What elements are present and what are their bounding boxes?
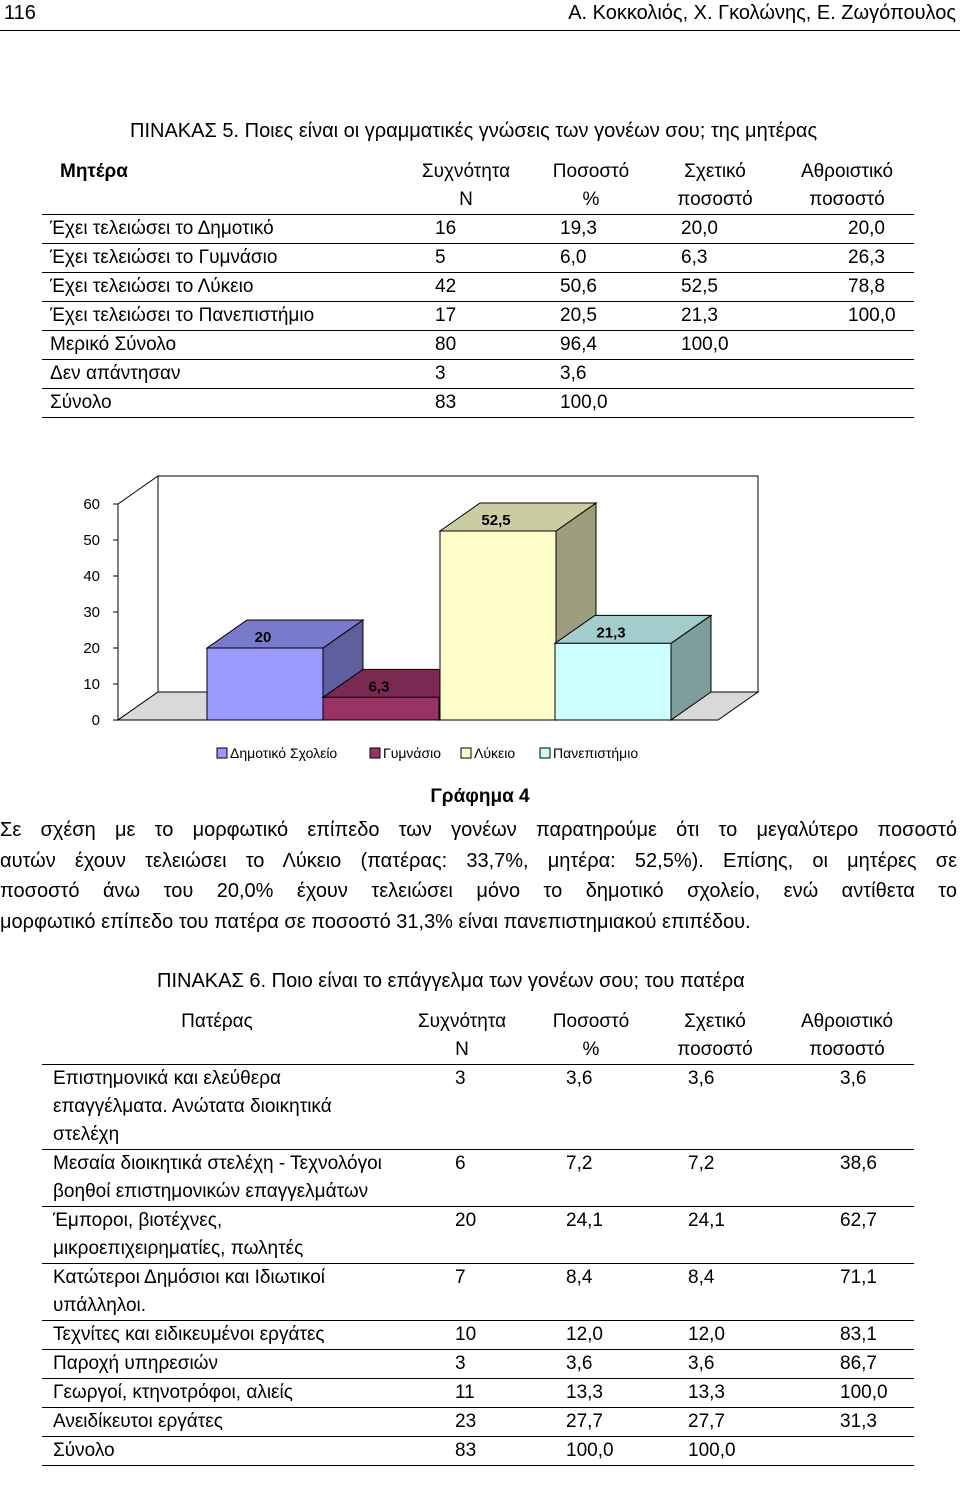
table-row	[42, 389, 914, 418]
chart-side-wall	[118, 476, 158, 720]
cell-pct: 12,0	[532, 1321, 650, 1350]
table5-header-cum: Αθροιστικό ποσοστό	[780, 158, 914, 215]
cell-freq: 83	[400, 389, 532, 418]
cell-cum: 31,3	[780, 1408, 914, 1437]
cell-cum	[780, 331, 914, 360]
cell-rel: 20,0	[650, 215, 780, 244]
cell-freq: 80	[400, 331, 532, 360]
cell-pct: 19,3	[532, 215, 650, 244]
table-row	[42, 1321, 914, 1350]
cell-pct: 100,0	[532, 1437, 650, 1466]
y-tick-label: 0	[91, 712, 100, 729]
cell-freq: 23	[392, 1408, 532, 1437]
row-label: Σύνολο	[42, 389, 400, 418]
y-tick-label: 10	[83, 676, 100, 693]
row-label: Τεχνίτες και ειδικευμένοι εργάτες	[42, 1321, 392, 1350]
paragraph-line: Σε σχέση με το μορφωτικό επίπεδο των γονέων παρατηρούμε ότι το μεγαλύτερο ποσοστό	[0, 819, 957, 841]
cell-freq: 3	[392, 1065, 532, 1150]
legend-swatch	[217, 748, 227, 758]
cell-freq: 20	[392, 1207, 532, 1264]
cell-pct: 50,6	[532, 273, 650, 302]
body-paragraph	[0, 815, 957, 937]
table5-header-rel: Σχετικό ποσοστό	[650, 158, 780, 215]
row-label: Γεωργοί, κτηνοτρόφοι, αλιείς	[42, 1379, 392, 1408]
table-row	[42, 1350, 914, 1379]
cell-freq: 3	[392, 1350, 532, 1379]
cell-cum	[780, 1437, 914, 1466]
table-row	[42, 1207, 914, 1264]
cell-rel: 24,1	[650, 1207, 780, 1264]
bar-value-label: 52,5	[481, 512, 511, 529]
table-row	[42, 1264, 914, 1321]
table-row	[42, 273, 914, 302]
cell-pct: 3,6	[532, 360, 650, 389]
row-label: Σύνολο	[42, 1437, 392, 1466]
table6-header-label: Πατέρας	[42, 1008, 392, 1065]
row-label: Παροχή υπηρεσιών	[42, 1350, 392, 1379]
cell-freq: 42	[400, 273, 532, 302]
cell-pct: 3,6	[532, 1350, 650, 1379]
cell-rel	[650, 360, 780, 389]
table5-header-freq: Συχνότητα N	[400, 158, 532, 215]
table-row	[42, 1408, 914, 1437]
running-authors: Α. Κοκκολιός, Χ. Γκολώνης, Ε. Ζωγόπουλος	[568, 2, 956, 24]
legend-label: Λύκειο	[474, 745, 516, 761]
cell-pct: 96,4	[532, 331, 650, 360]
legend-label: Δημοτικό Σχολείο	[230, 745, 338, 761]
cell-pct: 3,6	[532, 1065, 650, 1150]
bar-1	[323, 697, 439, 720]
cell-freq: 83	[392, 1437, 532, 1466]
page-header	[0, 0, 960, 31]
y-tick-label: 40	[83, 568, 100, 585]
table5-header-pct: Ποσοστό %	[532, 158, 650, 215]
row-label: Έχει τελειώσει το Πανεπιστήμιο	[42, 302, 400, 331]
table-row	[42, 1379, 914, 1408]
legend-label: Πανεπιστήμιο	[553, 745, 639, 761]
table5	[42, 158, 914, 418]
cell-cum: 86,7	[780, 1350, 914, 1379]
table-row	[42, 331, 914, 360]
cell-cum: 83,1	[780, 1321, 914, 1350]
row-label: Έμποροι, βιοτέχνες, μικροεπιχειρηματίες, πωλητές	[42, 1207, 392, 1264]
cell-cum: 100,0	[780, 1379, 914, 1408]
cell-cum: 3,6	[780, 1065, 914, 1150]
table-row	[42, 215, 914, 244]
cell-pct: 7,2	[532, 1150, 650, 1207]
cell-freq: 7	[392, 1264, 532, 1321]
table-row	[42, 1065, 914, 1150]
table-row	[42, 360, 914, 389]
table-row	[42, 244, 914, 273]
cell-pct: 27,7	[532, 1408, 650, 1437]
cell-cum: 38,6	[780, 1150, 914, 1207]
legend-swatch	[461, 748, 471, 758]
row-label: Έχει τελειώσει το Δημοτικό	[42, 215, 400, 244]
cell-pct: 100,0	[532, 389, 650, 418]
cell-rel: 6,3	[650, 244, 780, 273]
table6	[42, 1008, 914, 1466]
cell-rel: 100,0	[650, 331, 780, 360]
cell-cum: 26,3	[780, 244, 914, 273]
cell-cum	[780, 389, 914, 418]
row-label: Επιστημονικά και ελεύθερα επαγγέλματα. Ανώτατα διοικητικά στελέχη	[42, 1065, 392, 1150]
table6-header-cum: Αθροιστικό ποσοστό	[780, 1008, 914, 1065]
y-tick-label: 50	[83, 532, 100, 549]
cell-pct: 20,5	[532, 302, 650, 331]
row-label: Ανειδίκευτοι εργάτες	[42, 1408, 392, 1437]
row-label: Μεσαία διοικητικά στελέχη - Τεχνολόγοι βοηθοί επιστημονικών επαγγελμάτων	[42, 1150, 392, 1207]
y-tick-label: 30	[83, 604, 100, 621]
table-row	[42, 1437, 914, 1466]
cell-freq: 3	[400, 360, 532, 389]
bar-3	[555, 643, 671, 720]
cell-freq: 6	[392, 1150, 532, 1207]
cell-pct: 24,1	[532, 1207, 650, 1264]
bar-0	[207, 648, 323, 720]
cell-freq: 11	[392, 1379, 532, 1408]
cell-freq: 16	[400, 215, 532, 244]
bar-value-label: 20	[254, 629, 272, 646]
table5-title: ΠΙΝΑΚΑΣ 5. Ποιες είναι οι γραμματικές γνώσεις των γονέων σου; της μητέρας	[130, 120, 818, 142]
cell-cum: 62,7	[780, 1207, 914, 1264]
cell-cum	[780, 360, 914, 389]
cell-pct: 6,0	[532, 244, 650, 273]
table6-header-rel: Σχετικό ποσοστό	[650, 1008, 780, 1065]
cell-cum: 78,8	[780, 273, 914, 302]
cell-rel: 8,4	[650, 1264, 780, 1321]
table6-header-freq: Συχνότητα N	[392, 1008, 532, 1065]
legend-swatch	[540, 748, 550, 758]
bar-value-label: 6,3	[368, 678, 390, 696]
paragraph-line: αυτών έχουν τελειώσει το Λύκειο (πατέρας: 33,7%, μητέρα: 52,5%). Επίσης, οι μητέρες σε	[0, 849, 957, 872]
cell-rel: 3,6	[650, 1350, 780, 1379]
row-label: Έχει τελειώσει το Λύκειο	[42, 273, 400, 302]
cell-freq: 17	[400, 302, 532, 331]
cell-pct: 8,4	[532, 1264, 650, 1321]
legend-swatch	[370, 748, 380, 758]
table-row	[42, 302, 914, 331]
table5-header-label: Μητέρα	[42, 158, 400, 215]
row-label: Κατώτεροι Δημόσιοι και Ιδιωτικοί υπάλληλοι.	[42, 1264, 392, 1321]
cell-rel: 12,0	[650, 1321, 780, 1350]
cell-cum: 20,0	[780, 215, 914, 244]
chart-caption: Γράφημα 4	[430, 786, 530, 807]
cell-rel: 7,2	[650, 1150, 780, 1207]
cell-rel	[650, 389, 780, 418]
row-label: Δεν απάντησαν	[42, 360, 400, 389]
table6-title: ΠΙΝΑΚΑΣ 6. Ποιο είναι το επάγγελμα των γονέων σου; του πατέρα	[157, 970, 745, 992]
page-number: 116	[4, 2, 36, 24]
cell-freq: 10	[392, 1321, 532, 1350]
cell-cum: 100,0	[780, 302, 914, 331]
row-label: Μερικό Σύνολο	[42, 331, 400, 360]
paragraph-line: ποσοστό άνω του 20,0% έχουν τελειώσει μόνο το δημοτικό σχολείο, ενώ αντίθετα το	[0, 880, 957, 902]
bar-2	[440, 531, 556, 720]
cell-rel: 52,5	[650, 273, 780, 302]
table6-header-pct: Ποσοστό %	[532, 1008, 650, 1065]
table-row	[42, 1150, 914, 1207]
cell-rel: 27,7	[650, 1408, 780, 1437]
y-tick-label: 60	[83, 496, 100, 513]
row-label: Έχει τελειώσει το Γυμνάσιο	[42, 244, 400, 273]
cell-pct: 13,3	[532, 1379, 650, 1408]
cell-cum: 71,1	[780, 1264, 914, 1321]
y-tick-label: 20	[83, 640, 100, 657]
cell-rel: 100,0	[650, 1437, 780, 1466]
legend-label: Γυμνάσιο	[383, 745, 442, 761]
bar-value-label: 21,3	[596, 624, 626, 642]
cell-rel: 3,6	[650, 1065, 780, 1150]
paragraph-line: μορφωτικό επίπεδο του πατέρα σε ποσοστό 31,3% είναι πανεπιστημιακού επιπέδου.	[0, 910, 751, 933]
cell-freq: 5	[400, 244, 532, 273]
cell-rel: 21,3	[650, 302, 780, 331]
bar-chart	[0, 470, 960, 780]
cell-rel: 13,3	[650, 1379, 780, 1408]
